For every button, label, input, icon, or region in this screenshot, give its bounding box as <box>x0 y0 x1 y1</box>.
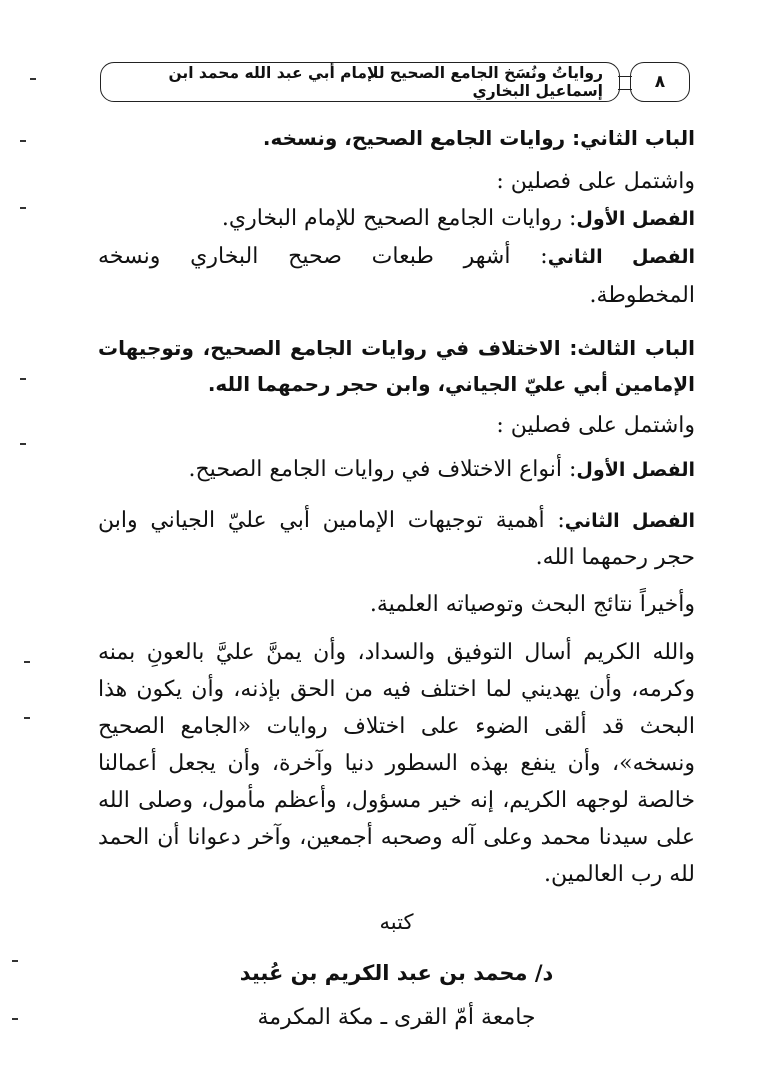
margin-mark <box>12 1018 18 1020</box>
prayer-line: خالصة لوجهه الكريم، إنه خير مسؤول، وأعظم مأمول، وصلى الله <box>98 788 695 813</box>
margin-mark <box>24 717 30 719</box>
prayer-line: البحث قد ألقى الضوء على اختلاف روايات «الجامع الصحيح <box>98 714 695 739</box>
chapter-label: الفصل الثاني <box>547 246 696 268</box>
section-3-chapter-2 <box>98 506 695 536</box>
signature-wrote: كتبه <box>379 910 414 934</box>
prayer-line: على سيدنا محمد وعلى آله وصحبه أجمعين، وآخر دعوانا أن الحمد <box>98 825 695 850</box>
margin-mark <box>20 140 26 142</box>
margin-mark <box>20 207 26 209</box>
margin-mark <box>12 960 18 962</box>
chapter-label: الفصل الأول <box>576 208 695 230</box>
margin-mark <box>20 378 26 380</box>
margin-mark <box>30 78 36 80</box>
margin-mark <box>24 661 30 663</box>
signature-affiliation: جامعة أمّ القرى ـ مكة المكرمة <box>257 1005 536 1030</box>
prayer-line: والله الكريم أسال التوفيق والسداد، وأن يمنَّ عليَّ بالعونِ بمنه <box>98 640 695 665</box>
section-3-intro: واشتمل على فصلين : <box>496 413 695 438</box>
signature-author: د/ محمد بن عبد الكريم بن عُبيد <box>239 961 554 985</box>
chapter-label: الفصل الأول <box>576 459 695 481</box>
section-2-chapter-1 <box>98 204 695 234</box>
section-2-intro: واشتمل على فصلين : <box>496 169 695 194</box>
section-3-heading-line-1: الباب الثالث: الاختلاف في روايات الجامع الصحيح، وتوجيهات <box>98 336 695 360</box>
chapter-title: : روايات الجامع الصحيح للإمام البخاري. <box>221 206 577 231</box>
section-3-heading-line-2: الإمامين أبي عليّ الجياني، وابن حجر رحمهما الله. <box>207 372 695 396</box>
chapter-title: : أهمية توجيهات الإمامين أبي عليّ الجياني وابن <box>98 508 565 533</box>
closing-finally: وأخيراً نتائج البحث وتوصياته العلمية. <box>369 592 695 617</box>
section-2-chapter-2-cont: المخطوطة. <box>589 283 695 308</box>
prayer-line: ونسخه»، وأن ينفع بهذه السطور دنيا وآخرة، وأن يجعل أعمالنا <box>98 751 695 776</box>
chapter-title: : أشهر طبعات صحيح البخاري ونسخه <box>98 244 548 269</box>
running-header <box>100 62 690 102</box>
margin-mark <box>20 443 26 445</box>
chapter-title: : أنواع الاختلاف في روايات الجامع الصحيح. <box>188 457 577 482</box>
page-number: ٨ <box>630 62 690 102</box>
section-3-chapter-2-cont: حجر رحمهما الله. <box>535 545 695 570</box>
section-3-chapter-1 <box>98 455 695 485</box>
running-title: رواياتُ ونُسَخ الجامع الصحيح للإمام أبي عبد الله محمد ابن إسماعيل البخاري <box>100 62 620 102</box>
section-2-chapter-2 <box>98 242 695 272</box>
chapter-label: الفصل الثاني <box>564 510 695 532</box>
prayer-line: لله رب العالمين. <box>543 862 695 887</box>
prayer-line: وكرمه، وأن يهديني لما اختلف فيه من الحق بإذنه، وأن يكون هذا <box>98 677 695 702</box>
section-2-heading: الباب الثاني: روايات الجامع الصحيح، ونسخه. <box>262 126 695 150</box>
